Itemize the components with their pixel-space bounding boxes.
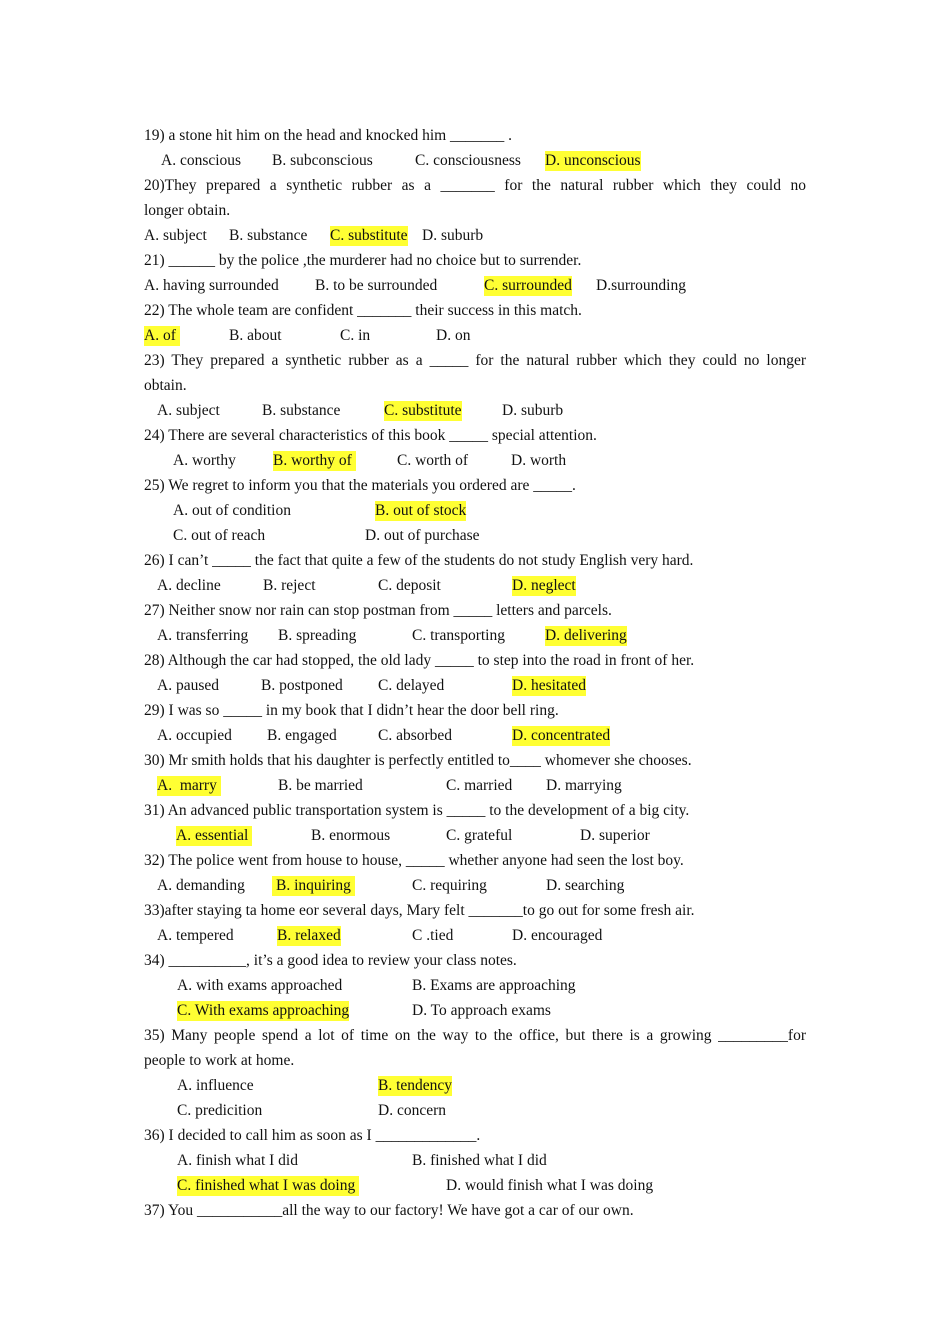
q32-option-b-answer: B. inquiring [272,876,355,896]
q26-option-a: A. decline [157,577,221,594]
q22-option-b: B. about [229,327,282,344]
q28-option-a: A. paused [157,677,219,694]
question-35-stem: 35) Many people spend a lot of time on the way to the office, but there is a growing _________for [144,1027,806,1044]
question-19-stem: 19) a stone hit him on the head and knocked him _______ . [144,127,513,144]
q24-option-a: A. worthy [173,452,236,469]
q32-option-c: C. requiring [412,877,487,894]
q25-option-c: C. out of reach [173,527,266,544]
q27-option-c: C. transporting [412,627,505,644]
q26-option-d-answer: D. neglect [512,577,576,594]
q20-option-d: D. suburb [422,227,484,244]
q20-option-a: A. subject [144,227,207,244]
q28-option-c: C. delayed [378,677,445,694]
q34-option-b: B. Exams are approaching [412,977,576,994]
q27-option-b: B. spreading [278,627,357,644]
question-34-stem: 34) __________, it’s a good idea to review your class notes. [144,952,517,969]
q21-option-a: A. having surrounded [144,277,279,294]
q33-option-d: D. encouraged [512,927,603,944]
question-23-stem-cont: obtain. [144,377,187,394]
q30-option-a-answer: A. marry [157,776,221,796]
q34-option-c-answer: C. With exams approaching [177,1002,350,1019]
question-22-stem: 22) The whole team are confident _______ their success in this match. [144,302,582,319]
question-21-stem: 21) ______ by the police ,the murderer had no choice but to surrender. [144,252,582,269]
question-24-stem: 24) There are several characteristics of this book _____ special attention. [144,427,597,444]
question-20-stem-cont: longer obtain. [144,202,231,219]
question-36-stem: 36) I decided to call him as soon as I _____________. [144,1127,481,1144]
q23-option-d: D. suburb [502,402,564,419]
q21-option-d: D.surrounding [596,277,686,294]
q19-option-b: B. subconscious [272,152,373,169]
q34-option-a: A. with exams approached [177,977,343,994]
q26-option-c: C. deposit [378,577,441,594]
question-23-stem: 23) They prepared a synthetic rubber as a _____ for the natural rubber which they could no longer [144,352,806,369]
q19-option-d-answer: D. unconscious [545,152,641,169]
q23-option-c-answer: C. substitute [384,402,462,419]
q25-option-b-answer: B. out of stock [375,502,467,519]
q20-option-b: B. substance [229,227,308,244]
question-27-stem: 27) Neither snow nor rain can stop postman from _____ letters and parcels. [144,602,612,619]
q25-option-d: D. out of purchase [365,527,480,544]
q23-option-b: B. substance [262,402,341,419]
q31-option-c: C. grateful [446,827,513,844]
q32-option-d: D. searching [546,877,625,894]
q31-option-a-answer: A. essential [176,826,252,846]
question-35-stem-cont: people to work at home. [144,1052,295,1069]
question-28-stem: 28) Although the car had stopped, the old lady _____ to step into the road in front of her. [144,652,695,669]
q34-option-d: D. To approach exams [412,1002,551,1019]
q25-option-a: A. out of condition [173,502,291,519]
q21-option-c-answer: C. surrounded [484,277,572,294]
q28-option-b: B. postponed [261,677,343,694]
q33-option-c: C .tied [412,927,454,944]
q27-option-d-answer: D. delivering [545,627,627,644]
q35-option-d: D. concern [378,1102,446,1119]
q35-option-b-answer: B. tendency [378,1077,453,1094]
q22-option-c: C. in [340,327,371,344]
q31-option-d: D. superior [580,827,650,844]
q33-option-b-answer: B. relaxed [277,927,341,944]
q22-option-d: D. on [436,327,471,344]
q20-option-c-answer: C. substitute [330,227,408,244]
question-37-stem: 37) You ___________all the way to our factory! We have got a car of our own. [144,1202,634,1219]
question-20-stem: 20)They prepared a synthetic rubber as a _______ for the natural rubber which they could no [144,177,806,194]
q24-option-c: C. worth of [397,452,469,469]
q29-option-a: A. occupied [157,727,232,744]
q23-option-a: A. subject [157,402,220,419]
question-29-stem: 29) I was so _____ in my book that I didn’t hear the door bell ring. [144,702,559,719]
q36-option-d: D. would finish what I was doing [446,1177,654,1194]
q22-option-a-answer: A. of [144,326,180,346]
question-30-stem: 30) Mr smith holds that his daughter is perfectly entitled to____ whomever she chooses. [144,752,692,769]
question-26-stem: 26) I can’t _____ the fact that quite a few of the students do not study English very hard. [144,552,694,569]
q28-option-d-answer: D. hesitated [512,677,587,694]
q29-option-b: B. engaged [267,727,337,744]
q35-option-c: C. predicition [177,1102,263,1119]
q24-option-b-answer: B. worthy of [273,451,356,471]
q32-option-a: A. demanding [157,877,245,894]
question-32-stem: 32) The police went from house to house, _____ whether anyone had seen the lost boy. [144,852,684,869]
question-25-stem: 25) We regret to inform you that the materials you ordered are _____. [144,477,576,494]
q36-option-b: B. finished what I did [412,1152,547,1169]
q30-option-d: D. marrying [546,777,622,794]
q31-option-b: B. enormous [311,827,391,844]
question-33-stem: 33)after staying ta home eor several days, Mary felt _______to go out for some fresh air. [144,902,695,919]
q24-option-d: D. worth [511,452,567,469]
q21-option-b: B. to be surrounded [315,277,438,294]
q30-option-c: C. married [446,777,513,794]
q19-option-c: C. consciousness [415,152,521,169]
q29-option-d-answer: D. concentrated [512,727,611,744]
q19-option-a: A. conscious [161,152,242,169]
question-31-stem: 31) An advanced public transportation system is _____ to the development of a big city. [144,802,690,819]
q29-option-c: C. absorbed [378,727,453,744]
q26-option-b: B. reject [263,577,316,594]
q33-option-a: A. tempered [157,927,234,944]
q36-option-c-answer: C. finished what I was doing [177,1176,359,1196]
q30-option-b: B. be married [278,777,363,794]
q36-option-a: A. finish what I did [177,1152,298,1169]
q27-option-a: A. transferring [157,627,249,644]
q35-option-a: A. influence [177,1077,254,1094]
